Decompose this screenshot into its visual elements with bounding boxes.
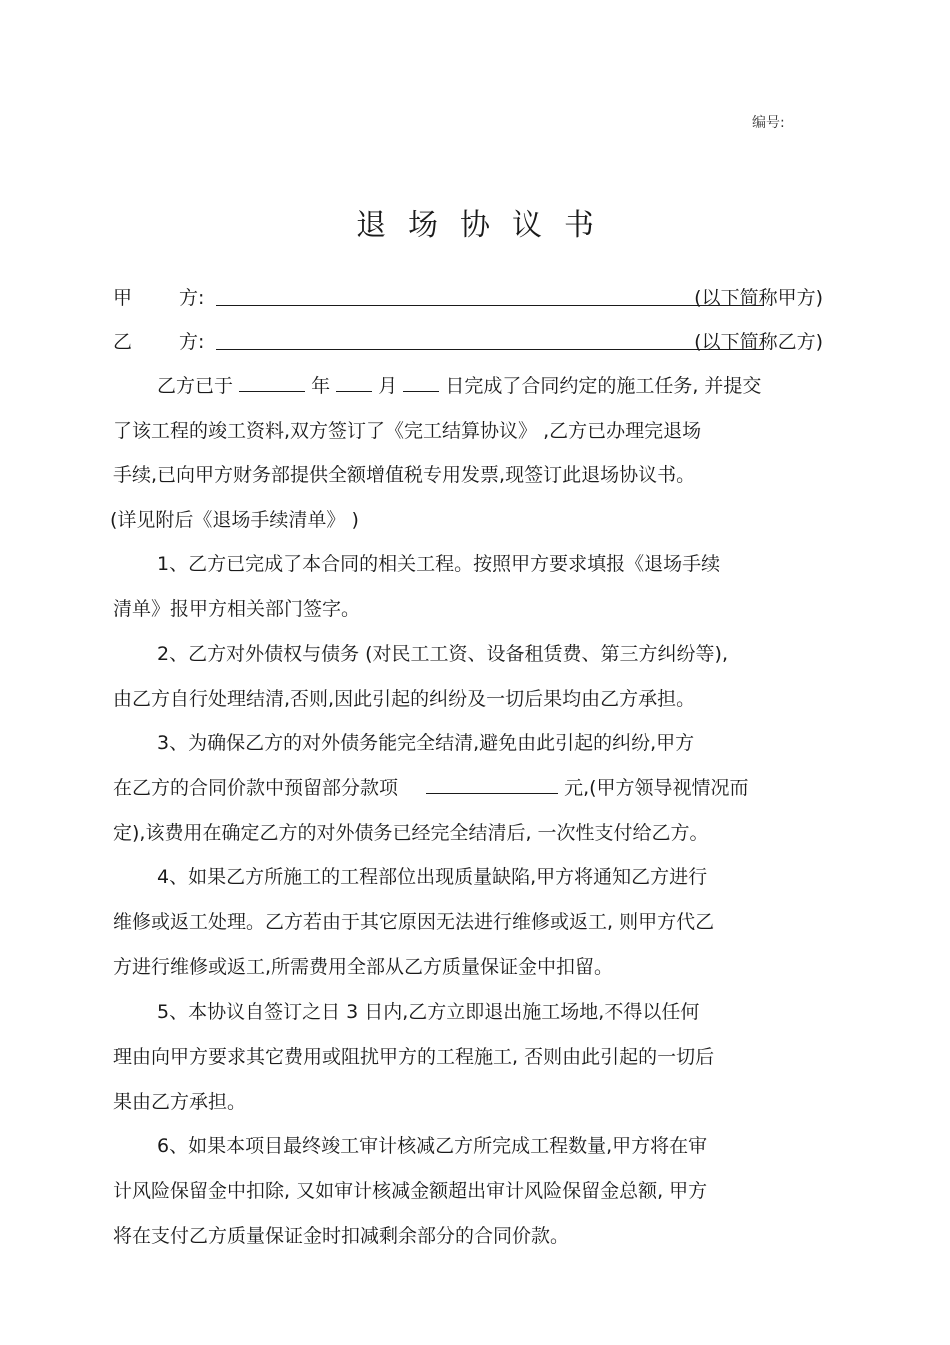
amount-blank[interactable]	[426, 775, 558, 794]
party-b-line	[113, 327, 823, 357]
clause-6-line-2: 计风险保留金中扣除, 又如审计核减金额超出审计风险保留金总额, 甲方	[113, 1180, 708, 1202]
clause-5-line-3: 果由乙方承担。	[113, 1091, 247, 1113]
clause-3-line-2	[113, 775, 749, 801]
party-b-label-suffix: 方:	[179, 331, 205, 353]
clause-4-line-2: 维修或返工处理。乙方若由于其它原因无法进行维修或返工, 则甲方代乙	[113, 911, 715, 933]
intro-line-3: 手续,已向甲方财务部提供全额增值税专用发票,现签订此退场协议书。	[113, 464, 696, 486]
intro-text: 乙方已于	[157, 375, 234, 397]
party-b-abbrev: (以下简称乙方)	[694, 331, 823, 353]
clause-4-line-3: 方进行维修或返工,所需费用全部从乙方质量保证金中扣留。	[113, 956, 614, 978]
intro-line-4: (详见附后《退场手续清单》 )	[110, 509, 359, 531]
clause-5-line-2: 理由向甲方要求其它费用或阻扰甲方的工程施工, 否则由此引起的一切后	[113, 1046, 715, 1068]
clause-5-line-1: 5、本协议自签订之日 3 日内,乙方立即退出施工场地,不得以任何	[157, 1001, 700, 1023]
party-a-label: 甲	[113, 287, 133, 309]
clause-3-text: 元,(甲方领导视情况而	[564, 777, 749, 799]
clause-2-line-1: 2、乙方对外债权与债务 (对民工工资、设备租赁费、第三方纠纷等),	[157, 643, 728, 665]
party-b-label: 乙	[113, 331, 133, 353]
clause-3-line-1: 3、为确保乙方的对外债务能完全结清,避免由此引起的纠纷,甲方	[157, 732, 695, 754]
document-number-label: 编号:	[752, 115, 785, 131]
clause-3-line-3: 定),该费用在确定乙方的对外债务已经完全结清后, 一次性支付给乙方。	[113, 822, 709, 844]
clause-1-line-1: 1、乙方已完成了本合同的相关工程。按照甲方要求填报《退场手续	[157, 553, 721, 575]
party-a-label-suffix: 方:	[179, 287, 205, 309]
clause-6-line-1: 6、如果本项目最终竣工审计核减乙方所完成工程数量,甲方将在审	[157, 1135, 708, 1157]
day-blank[interactable]	[403, 373, 439, 392]
document-title: 退场协议书	[356, 208, 616, 244]
year-blank[interactable]	[239, 373, 305, 392]
clause-2-line-2: 由乙方自行处理结清,否则,因此引起的纠纷及一切后果均由乙方承担。	[113, 688, 696, 710]
intro-line-2: 了该工程的竣工资料,双方签订了《完工结算协议》 ,乙方已办理完退场	[113, 420, 702, 442]
clause-6-line-3: 将在支付乙方质量保证金时扣减剩余部分的合同价款。	[113, 1225, 570, 1247]
year-label: 年	[311, 375, 331, 397]
intro-text: 日完成了合同约定的施工任务, 并提交	[445, 375, 762, 397]
clause-4-line-1: 4、如果乙方所施工的工程部位出现质量缺陷,甲方将通知乙方进行	[157, 866, 708, 888]
party-a-abbrev: (以下简称甲方)	[694, 287, 823, 309]
intro-line-1	[157, 373, 761, 399]
clause-3-text: 在乙方的合同价款中预留部分款项	[113, 777, 399, 799]
clause-1-line-2: 清单》报甲方相关部门签字。	[113, 598, 361, 620]
month-blank[interactable]	[336, 373, 372, 392]
month-label: 月	[378, 375, 398, 397]
party-a-line	[113, 283, 823, 313]
